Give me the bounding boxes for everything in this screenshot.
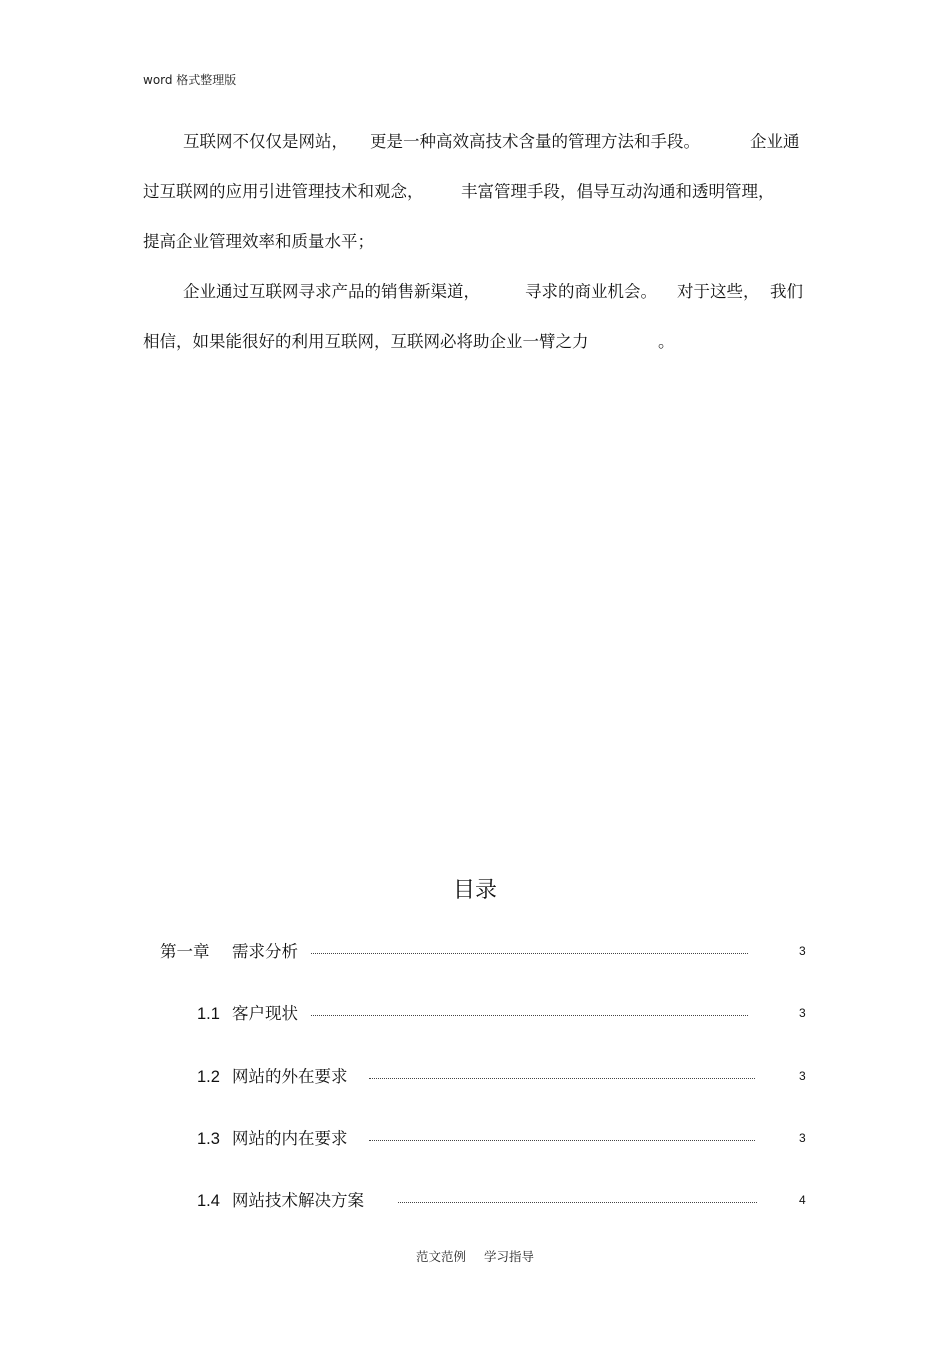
toc-page-number: 3 <box>799 1006 806 1020</box>
toc-label: 网站的内在要求 <box>232 1129 348 1148</box>
toc-label: 网站的外在要求 <box>232 1067 348 1086</box>
toc-number: 1.2 <box>197 1068 220 1086</box>
toc-page-number: 3 <box>799 1131 806 1145</box>
toc-number: 1.4 <box>197 1192 220 1210</box>
text-segment: 过互联网的应用引进管理技术和观念， <box>143 182 424 201</box>
text-segment: 。 <box>658 332 675 351</box>
toc-leader-dots <box>311 1015 748 1016</box>
toc-label: 需求分析 <box>232 942 298 961</box>
text-segment: 企业通 <box>750 132 800 151</box>
toc-label: 网站技术解决方案 <box>232 1191 364 1210</box>
toc-page-number: 3 <box>799 944 806 958</box>
toc-leader-dots <box>398 1202 757 1203</box>
toc-entry-1-2[interactable] <box>0 1065 950 1089</box>
toc-leader-dots <box>369 1140 755 1141</box>
toc-title: 目录 <box>452 878 497 903</box>
toc-entry-1-3[interactable] <box>0 1127 950 1151</box>
text-segment: 丰富管理手段，倡导互动沟通和透明管理， <box>461 182 775 201</box>
toc-leader-dots <box>311 953 748 954</box>
toc-number: 第一章 <box>160 942 210 961</box>
text-segment: 互联网不仅仅是网站， <box>183 132 348 151</box>
toc-page-number: 4 <box>799 1193 806 1207</box>
page-footer <box>0 1248 950 1266</box>
toc-label: 客户现状 <box>232 1004 298 1023</box>
text-segment: 提高企业管理效率和质量水平； <box>143 232 374 251</box>
footer-right-text: 学习指导 <box>484 1249 535 1264</box>
toc-number: 1.3 <box>197 1130 220 1148</box>
text-segment: 我们 <box>770 282 803 301</box>
toc-leader-dots <box>369 1078 755 1079</box>
text-segment: 寻求的商业机会。 <box>525 282 657 301</box>
text-segment: 更是一种高效高技术含量的管理方法和手段。 <box>370 132 700 151</box>
toc-entry-1-1[interactable] <box>0 1002 950 1026</box>
footer-left-text: 范文范例 <box>415 1249 466 1264</box>
page-header: word 格式整理版 <box>143 73 237 87</box>
text-segment: 相信，如果能很好的利用互联网，互联网必将助企业一臂之力 <box>143 332 589 351</box>
toc-number: 1.1 <box>197 1005 220 1023</box>
toc-entry-chapter-1[interactable] <box>0 940 950 964</box>
toc-page-number: 3 <box>799 1069 806 1083</box>
toc-entry-1-4[interactable] <box>0 1189 950 1213</box>
text-segment: 对于这些， <box>677 282 760 301</box>
text-segment: 企业通过互联网寻求产品的销售新渠道， <box>183 282 480 301</box>
